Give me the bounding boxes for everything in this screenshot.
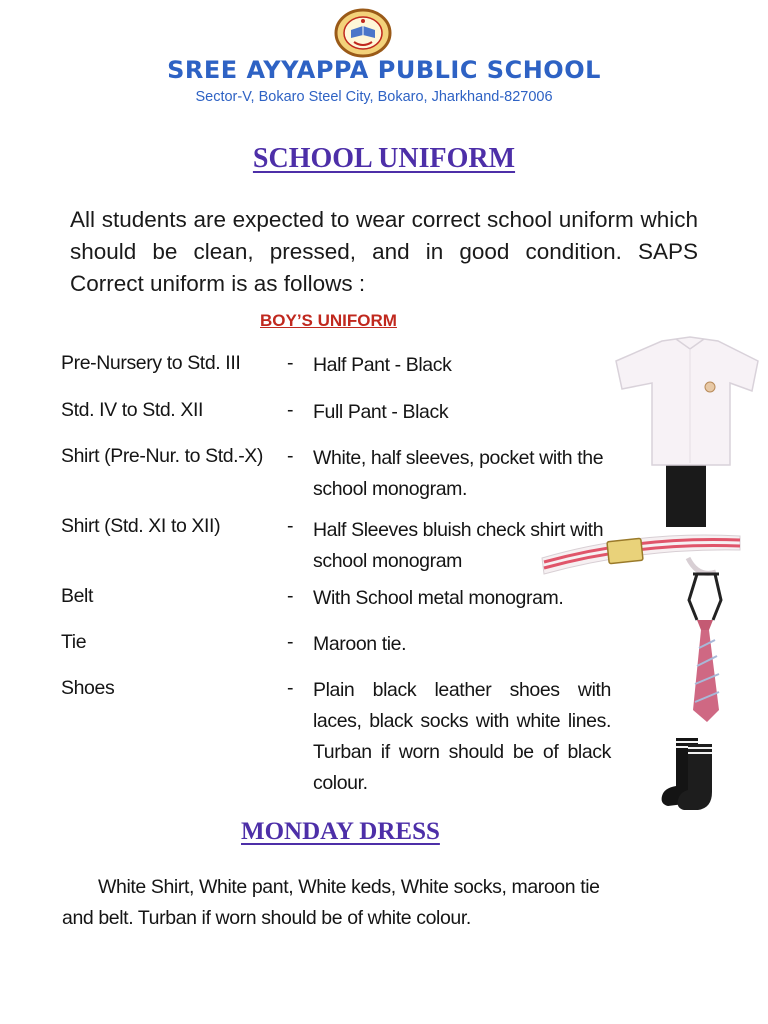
uniform-row-value: Half Sleeves bluish check shirt with school monogram: [313, 519, 604, 572]
uniform-row-label: Belt: [61, 585, 94, 607]
uniform-row-value: Maroon tie.: [313, 633, 407, 655]
monday-dress-heading: MONDAY DRESS: [241, 818, 440, 845]
uniform-row-label: Shoes: [61, 677, 115, 699]
uniform-row-value: Half Pant - Black: [313, 354, 452, 376]
row-dash: -: [287, 677, 294, 699]
uniform-row-value: Plain black leather shoes with laces, black socks with white lines. Turban if worn should be of black colour.: [313, 679, 611, 794]
uniform-row-label: Shirt (Std. XI to XII): [61, 515, 221, 537]
uniform-row-label: Std. IV to Std. XII: [61, 399, 203, 421]
row-dash: -: [287, 515, 294, 537]
uniform-row-value: With School metal monogram.: [313, 587, 564, 609]
school-name: SREE AYYAPPA PUBLIC SCHOOL: [167, 56, 601, 84]
page-title: SCHOOL UNIFORM: [252, 143, 516, 174]
row-dash: -: [287, 399, 294, 421]
uniform-row-label: Shirt (Pre-Nur. to Std.-X): [61, 445, 263, 467]
tie-image: [675, 570, 737, 726]
row-dash: -: [287, 352, 294, 374]
row-dash: -: [287, 445, 294, 467]
monday-dress-text: White Shirt, White pant, White keds, White socks, maroon tie and belt. Turban if worn should be of white colour.: [62, 876, 600, 929]
intro-paragraph: All students are expected to wear correct school uniform which should be clean, pressed, and in good condition. SAPS Correct uniform is as follows :: [70, 207, 698, 296]
row-dash: -: [287, 631, 294, 653]
boys-uniform-heading: BOY’S UNIFORM: [260, 311, 397, 330]
school-crest-icon: [334, 8, 392, 58]
uniform-row-label: Tie: [61, 631, 87, 653]
socks-image: [658, 734, 720, 812]
shirt-image: [612, 335, 764, 535]
uniform-row-value: White, half sleeves, pocket with the school monogram.: [313, 447, 604, 500]
row-dash: -: [287, 585, 294, 607]
uniform-row-label: Pre-Nursery to Std. III: [61, 352, 241, 374]
uniform-row-value: Full Pant - Black: [313, 401, 449, 423]
school-address: Sector-V, Bokaro Steel City, Bokaro, Jharkhand-827006: [195, 89, 553, 105]
